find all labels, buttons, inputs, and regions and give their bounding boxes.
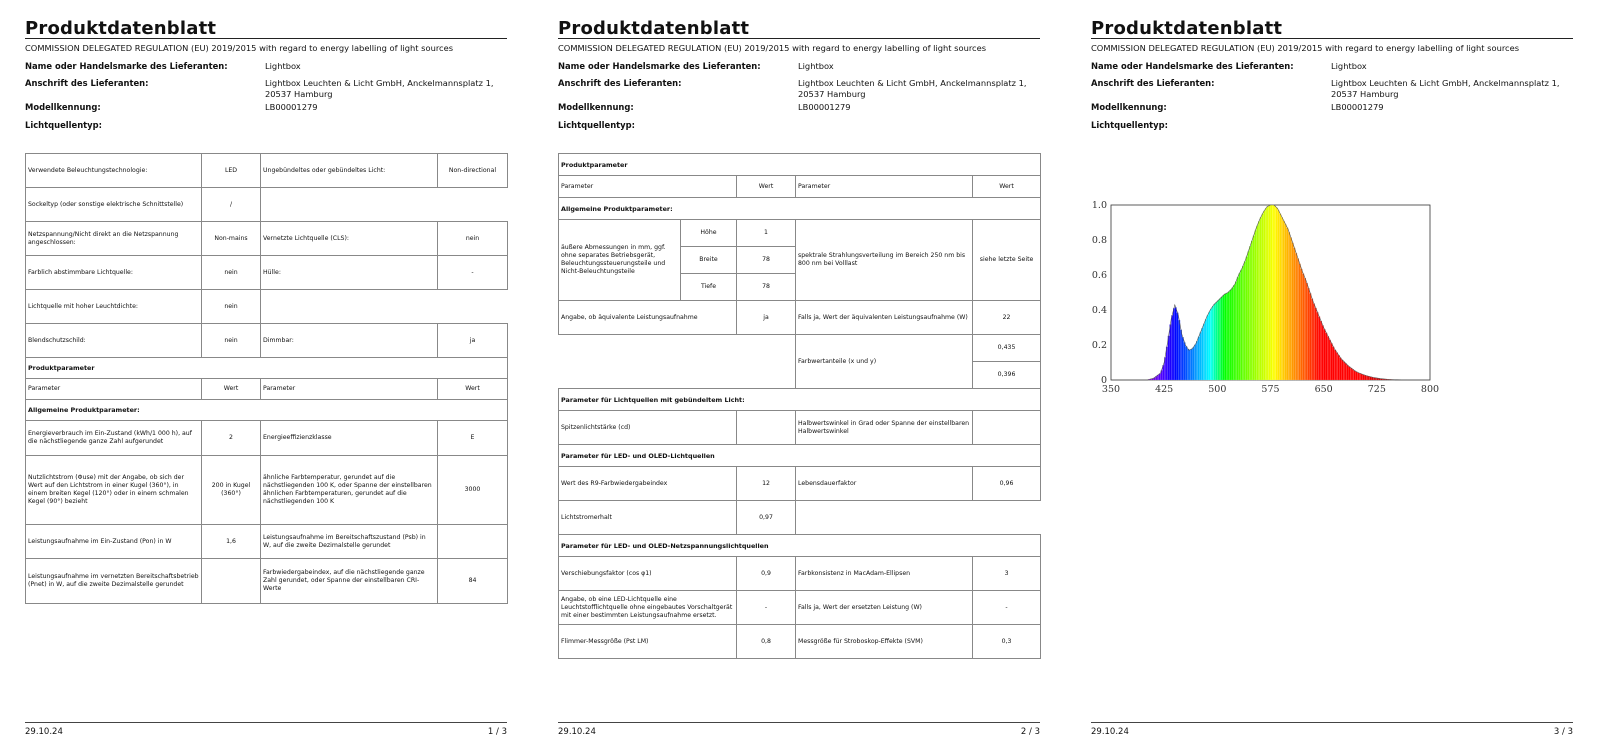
spectrum-bar [1343, 362, 1345, 380]
supplier-label: Name oder Handelsmarke des Lieferanten: [25, 61, 228, 71]
cell-value [202, 559, 261, 604]
spectrum-bar [1363, 375, 1365, 380]
cell-value: - [737, 591, 796, 625]
spectrum-bar [1299, 264, 1301, 380]
spectrum-bar [1180, 330, 1182, 380]
section-heading: Parameter für Lichtquellen mit gebündeltem Licht: [559, 389, 1041, 411]
table-row [26, 421, 508, 456]
cell-label: Lichtstromerhalt [559, 501, 737, 535]
spectrum-bar [1233, 285, 1235, 380]
spectrum-bar [1212, 306, 1214, 380]
spectrum-bar [1274, 206, 1276, 380]
y-tick-label: 0.6 [1091, 270, 1107, 281]
spectrum-bar [1230, 290, 1232, 380]
spectrum-bar [1325, 333, 1327, 380]
spectrum-bar [1216, 302, 1218, 380]
spectrum-bar [1217, 300, 1219, 380]
spectrum-bar [1347, 365, 1349, 380]
cell-label: Falls ja, Wert der ersetzten Leistung (W) [796, 591, 973, 625]
spectrum-bar [1228, 292, 1230, 380]
title-rule [25, 38, 507, 39]
cell-label: Halbwertswinkel in Grad oder Spanne der einstellbaren Halbwertswinkel [796, 411, 973, 445]
model-value: LB00001279 [798, 102, 851, 112]
spectrum-bar [1255, 230, 1257, 380]
address-value: Lightbox Leuchten & Licht GmbH, Anckelmannsplatz 1, 20537 Hamburg [265, 78, 494, 99]
address-label: Anschrift des Lieferanten: [558, 78, 682, 88]
section-heading: Produktparameter [26, 358, 508, 379]
spectrum-bar [1182, 337, 1184, 380]
spectrum-bar [1357, 373, 1359, 380]
cell-label: Flimmer-Messgröße (Pst LM) [559, 625, 737, 659]
spectrum-bar [1295, 253, 1297, 380]
cell-label: Vernetzte Lichtquelle (CLS): [261, 222, 438, 256]
section-row [559, 389, 1041, 411]
spectrum-bar [1184, 342, 1186, 380]
spectrum-bar [1171, 315, 1173, 380]
spectrum-bar [1309, 293, 1311, 380]
column-header: Wert [438, 379, 508, 400]
supplier-value: Lightbox [798, 61, 834, 71]
x-tick-label: 575 [1261, 384, 1280, 395]
section-heading: Allgemeine Produktparameter: [26, 400, 508, 421]
spectrum-bar [1334, 350, 1336, 380]
spectrum-bar [1267, 206, 1269, 380]
section-heading: Parameter für LED- und OLED-Lichtquellen [559, 445, 1041, 467]
cell-empty [796, 501, 1041, 535]
section-heading: Produktparameter [559, 154, 1041, 176]
spectrum-bar [1292, 243, 1294, 380]
spectrum-bar [1208, 312, 1210, 380]
table-row [26, 154, 508, 188]
spectrum-bar [1348, 367, 1350, 380]
cell-value: 12 [737, 467, 796, 501]
spectral-distribution-chart [1091, 195, 1451, 405]
spectrum-bar [1340, 358, 1342, 380]
cell-label: Wert des R9-Farbwiedergabeindex [559, 467, 737, 501]
y-tick-label: 1.0 [1091, 200, 1107, 211]
y-tick-label: 0.4 [1091, 305, 1107, 316]
cell-value: 0,8 [737, 625, 796, 659]
cell-label: Farblich abstimmbare Lichtquelle: [26, 256, 202, 290]
type-label: Lichtquellentyp: [558, 120, 635, 130]
cell-label: Farbwertanteile (x und y) [796, 335, 973, 389]
page-title: Produktdatenblatt [1091, 18, 1283, 39]
cell-value: nein [202, 324, 261, 358]
spectrum-bar [1286, 228, 1288, 380]
page-title: Produktdatenblatt [558, 18, 750, 39]
spectrum-bar [1301, 269, 1303, 380]
y-tick-label: 0 [1100, 375, 1107, 386]
spectrum-bar [1315, 308, 1317, 380]
spectrum-bar [1187, 349, 1189, 380]
column-header: Wert [202, 379, 261, 400]
cell-value: Non-directional [438, 154, 508, 188]
spectrum-bar [1354, 371, 1356, 380]
section-row [559, 198, 1041, 220]
spectrum-bar [1329, 340, 1331, 380]
spectrum-bar [1247, 251, 1249, 380]
spectrum-bar [1281, 217, 1283, 380]
spectrum-bar [1249, 246, 1251, 380]
page-2 [558, 0, 1040, 755]
cell-value: nein [202, 256, 261, 290]
cell-value: 1 [737, 220, 796, 247]
section-heading: Parameter für LED- und OLED-Netzspannungslichtquellen [559, 535, 1041, 557]
section-row [26, 400, 508, 421]
page-1 [25, 0, 507, 755]
cell-value: Non-mains [202, 222, 261, 256]
section-row [559, 535, 1041, 557]
column-header: Parameter [796, 176, 973, 198]
cell-value: nein [438, 222, 508, 256]
column-header: Parameter [26, 379, 202, 400]
address-value: Lightbox Leuchten & Licht GmbH, Anckelmannsplatz 1, 20537 Hamburg [1331, 78, 1560, 99]
spectrum-bar [1324, 329, 1326, 380]
spectrum-bar [1331, 343, 1333, 380]
table-row [559, 301, 1041, 335]
page-3 [1091, 0, 1573, 755]
cell-value: 3000 [438, 456, 508, 525]
x-tick-label: 425 [1155, 384, 1174, 395]
cell-label: spektrale Strahlungsverteilung im Bereich 250 nm bis 800 nm bei Volllast [796, 220, 973, 301]
cell-label: Leistungsaufnahme im vernetzten Bereitschaftsbetrieb (Pnet) in W, auf die zweite Dezimalstelle gerundet [26, 559, 202, 604]
cell-label: Messgröße für Stroboskop-Effekte (SVM) [796, 625, 973, 659]
cell-label: Farbwiedergabeindex, auf die nächstliegende ganze Zahl gerundet, oder Spanne der einstellbaren CRI-Werte [261, 559, 438, 604]
model-value: LB00001279 [1331, 102, 1384, 112]
cell-value: siehe letzte Seite [973, 220, 1041, 301]
spectrum-bar [1244, 261, 1246, 380]
spectrum-bar [1168, 336, 1170, 380]
spectrum-bar [1317, 312, 1319, 380]
cell-value: 0,435 [973, 335, 1041, 362]
page-number: 1 / 3 [487, 727, 507, 737]
spectrum-bar [1221, 297, 1223, 380]
table-row [559, 335, 1041, 362]
y-tick-label: 0.2 [1091, 340, 1107, 351]
spectrum-bar [1320, 321, 1322, 380]
cell-label: ähnliche Farbtemperatur, gerundet auf die nächstliegenden 100 K, oder Spanne der einstellbaren ähnlichen Farbtemperaturen, gerundet auf die nächstliegenden 100 K [261, 456, 438, 525]
spectrum-bar [1359, 373, 1361, 380]
cell-label: Lebensdauerfaktor [796, 467, 973, 501]
spectrum-bar [1253, 236, 1255, 380]
spectrum-bar [1205, 319, 1207, 380]
section-row [559, 154, 1041, 176]
model-value: LB00001279 [265, 102, 318, 112]
cell-value: - [973, 591, 1041, 625]
spectrum-bar [1263, 211, 1265, 380]
cell-label: Leistungsaufnahme im Bereitschaftszustand (Psb) in W, auf die zweite Dezimalstelle gerundet [261, 525, 438, 559]
spectrum-bar [1178, 320, 1180, 380]
spectrum-bar [1366, 376, 1368, 380]
cell-sublabel: Tiefe [681, 274, 737, 301]
table-row [26, 188, 508, 222]
cell-value: 84 [438, 559, 508, 604]
footer-rule [558, 722, 1040, 723]
section-heading: Allgemeine Produktparameter: [559, 198, 1041, 220]
x-tick-label: 500 [1208, 384, 1227, 395]
spectrum-bar [1177, 313, 1179, 380]
spectrum-bar [1341, 360, 1343, 380]
column-header: Parameter [559, 176, 737, 198]
supplier-value: Lightbox [265, 61, 301, 71]
cell-label: Energieverbrauch im Ein-Zustand (kWh/1 000 h), auf die nächstliegende ganze Zahl aufgerundet [26, 421, 202, 456]
spectrum-bar [1169, 324, 1171, 380]
cell-label: Verschiebungsfaktor (cos φ1) [559, 557, 737, 591]
spectrum-bar [1175, 307, 1177, 380]
spectrum-bar [1193, 347, 1195, 380]
spectrum-bar [1239, 273, 1241, 380]
column-header: Wert [973, 176, 1041, 198]
type-label: Lichtquellentyp: [1091, 120, 1168, 130]
cell-value: 0,396 [973, 362, 1041, 389]
cell-value: 0,9 [737, 557, 796, 591]
cell-label: Nutzlichtstrom (Φuse) mit der Angabe, ob sich der Wert auf den Lichtstrom in einer Kugel (360°), in einem breiten Kegel (120°) oder in einem schmalen Kegel (90°) bezieht [26, 456, 202, 525]
cell-label: Leistungsaufnahme im Ein-Zustand (Pon) in W [26, 525, 202, 559]
cell-label: Dimmbar: [261, 324, 438, 358]
address-value: Lightbox Leuchten & Licht GmbH, Anckelmannsplatz 1, 20537 Hamburg [798, 78, 1027, 99]
column-header: Wert [737, 176, 796, 198]
spectrum-bar [1232, 288, 1234, 380]
header-row [26, 379, 508, 400]
model-label: Modellkennung: [25, 102, 101, 112]
spectrum-bar [1276, 208, 1278, 380]
table-row [26, 324, 508, 358]
spectrum-bar [1356, 372, 1358, 380]
regulation-subtitle: COMMISSION DELEGATED REGULATION (EU) 2019/2015 with regard to energy labelling of light sources [1091, 43, 1520, 53]
cell-label: Sockeltyp (oder sonstige elektrische Schnittstelle) [26, 188, 202, 222]
spectrum-bar [1279, 214, 1281, 380]
footer-date: 29.10.24 [25, 727, 63, 737]
regulation-subtitle: COMMISSION DELEGATED REGULATION (EU) 2019/2015 with regard to energy labelling of light sources [558, 43, 987, 53]
spectrum-bar [1189, 350, 1191, 380]
section-row [26, 358, 508, 379]
spectrum-bar [1203, 324, 1205, 380]
model-label: Modellkennung: [1091, 102, 1167, 112]
footer-date: 29.10.24 [558, 727, 596, 737]
spectrum-bar [1283, 221, 1285, 380]
spectrum-bar [1278, 210, 1280, 380]
spectrum-bar [1345, 363, 1347, 380]
spectrum-bar [1364, 375, 1366, 380]
product-table-page1 [25, 153, 508, 604]
spectrum-bar [1297, 258, 1299, 380]
cell-value [973, 411, 1041, 445]
spectrum-bar [1306, 283, 1308, 380]
cell-label: Angabe, ob eine LED-Lichtquelle eine Leuchtstofflichtquelle ohne eingebautes Vorschaltgerät mit einer bestimmten Leistungsaufnahme ersetzt. [559, 591, 737, 625]
supplier-label: Name oder Handelsmarke des Lieferanten: [558, 61, 761, 71]
table-row [26, 559, 508, 604]
spectrum-bar [1311, 299, 1313, 380]
spectrum-bar [1185, 346, 1187, 380]
spectrum-bar [1336, 352, 1338, 380]
table-row [559, 591, 1041, 625]
spectrum-bar [1200, 332, 1202, 380]
cell-empty [559, 335, 796, 389]
spectrum-bar [1258, 221, 1260, 380]
supplier-label: Name oder Handelsmarke des Lieferanten: [1091, 61, 1294, 71]
spectrum-bar [1226, 293, 1228, 380]
regulation-subtitle: COMMISSION DELEGATED REGULATION (EU) 2019/2015 with regard to energy labelling of light sources [25, 43, 454, 53]
spectrum-bar [1159, 374, 1161, 380]
cell-value: ja [737, 301, 796, 335]
spectrum-bar [1240, 270, 1242, 380]
cell-value: 200 in Kugel (360°) [202, 456, 261, 525]
cell-value: LED [202, 154, 261, 188]
table-row [559, 557, 1041, 591]
spectrum-bar [1223, 295, 1225, 380]
spectrum-bar [1288, 232, 1290, 380]
spectrum-bar [1242, 266, 1244, 380]
spectrum-bar [1361, 374, 1363, 380]
page-number: 3 / 3 [1553, 727, 1573, 737]
cell-value [737, 411, 796, 445]
cell-label: Energieeffizienzklasse [261, 421, 438, 456]
table-row [26, 222, 508, 256]
cell-label: Angabe, ob äquivalente Leistungsaufnahme [559, 301, 737, 335]
cell-label: äußere Abmessungen in mm, ggf. ohne separates Betriebsgerät, Beleuchtungssteuerungsteile und Nicht-Beleuchtungsteile [559, 220, 681, 301]
table-row [559, 411, 1041, 445]
spectrum-bar [1338, 355, 1340, 380]
table-row [26, 256, 508, 290]
spectrum-bar [1198, 337, 1200, 380]
address-label: Anschrift des Lieferanten: [25, 78, 149, 88]
spectrum-bar [1352, 369, 1354, 380]
spectrum-bar [1246, 257, 1248, 380]
cell-value [438, 525, 508, 559]
cell-value: / [202, 188, 261, 222]
spectrum-bar [1251, 241, 1253, 380]
table-row [26, 525, 508, 559]
cell-sublabel: Höhe [681, 220, 737, 247]
spectrum-bar [1333, 347, 1335, 380]
spectrum-bar [1304, 278, 1306, 380]
spectrum-bar [1313, 303, 1315, 380]
x-tick-label: 650 [1314, 384, 1333, 395]
x-tick-label: 800 [1420, 384, 1440, 395]
y-tick-label: 0.8 [1091, 235, 1107, 246]
spectrum-bar [1370, 377, 1372, 380]
spectrum-bar [1194, 345, 1196, 380]
spectrum-bar [1350, 368, 1352, 380]
spectrum-bar [1269, 205, 1271, 380]
cell-label: Spitzenlichtstärke (cd) [559, 411, 737, 445]
cell-value: ja [438, 324, 508, 358]
footer-rule [1091, 722, 1573, 723]
spectrum-bar [1322, 325, 1324, 380]
page-title: Produktdatenblatt [25, 18, 217, 39]
cell-label: Farbkonsistenz in MacAdam-Ellipsen [796, 557, 973, 591]
cell-value: - [438, 256, 508, 290]
column-header: Parameter [261, 379, 438, 400]
type-label: Lichtquellentyp: [25, 120, 102, 130]
footer-rule [25, 722, 507, 723]
spectrum-bar [1318, 317, 1320, 380]
spectrum-bar [1308, 288, 1310, 380]
spectrum-bar [1290, 237, 1292, 380]
cell-label: Ungebündeltes oder gebündeltes Licht: [261, 154, 438, 188]
cell-value: nein [202, 290, 261, 324]
table-row [26, 456, 508, 525]
cell-label: Netzspannung/Nicht direkt an die Netzspannung angeschlossen: [26, 222, 202, 256]
cell-empty [261, 188, 508, 222]
spectrum-bar [1210, 309, 1212, 380]
cell-value: 22 [973, 301, 1041, 335]
spectrum-bar [1173, 308, 1175, 380]
page-number: 2 / 3 [1020, 727, 1040, 737]
table-row [559, 220, 1041, 247]
cell-label: Hülle: [261, 256, 438, 290]
table-row [26, 290, 508, 324]
cell-value: 2 [202, 421, 261, 456]
supplier-value: Lightbox [1331, 61, 1367, 71]
cell-label: Falls ja, Wert der äquivalenten Leistungsaufnahme (W) [796, 301, 973, 335]
spectrum-bar [1191, 349, 1193, 380]
address-label: Anschrift des Lieferanten: [1091, 78, 1215, 88]
table-row [559, 625, 1041, 659]
cell-value: 78 [737, 274, 796, 301]
spectrum-bar [1272, 205, 1274, 380]
cell-label: Blendschutzschild: [26, 324, 202, 358]
model-label: Modellkennung: [558, 102, 634, 112]
cell-value: 1,6 [202, 525, 261, 559]
spectrum-bar [1260, 217, 1262, 380]
cell-empty [261, 290, 508, 324]
product-table-page2 [558, 153, 1041, 659]
spectrum-bar [1196, 341, 1198, 380]
x-tick-label: 350 [1101, 384, 1121, 395]
title-rule [1091, 38, 1573, 39]
cell-sublabel: Breite [681, 247, 737, 274]
title-rule [558, 38, 1040, 39]
spectrum-bar [1214, 304, 1216, 380]
table-row [559, 501, 1041, 535]
section-row [559, 445, 1041, 467]
spectrum-bar [1201, 328, 1203, 380]
cell-value: 0,97 [737, 501, 796, 535]
header-row [559, 176, 1041, 198]
cell-value: 0,3 [973, 625, 1041, 659]
cell-value: 0,96 [973, 467, 1041, 501]
spectrum-bar [1302, 274, 1304, 380]
spectrum-bar [1262, 214, 1264, 380]
cell-label: Lichtquelle mit hoher Leuchtdichte: [26, 290, 202, 324]
spectrum-bar [1237, 277, 1239, 380]
spectrum-bar [1271, 205, 1273, 380]
spectrum-bar [1235, 282, 1237, 380]
spectrum-bar [1219, 299, 1221, 380]
spectrum-bar [1368, 376, 1370, 380]
spectrum-bar [1294, 248, 1296, 380]
footer-date: 29.10.24 [1091, 727, 1129, 737]
table-row [559, 467, 1041, 501]
cell-label: Verwendete Beleuchtungstechnologie: [26, 154, 202, 188]
cell-value: 3 [973, 557, 1041, 591]
spectrum-bar [1256, 226, 1258, 380]
x-tick-label: 725 [1367, 384, 1386, 395]
spectrum-bar [1207, 315, 1209, 380]
cell-value: 78 [737, 247, 796, 274]
spectrum-bar [1224, 294, 1226, 380]
cell-value: E [438, 421, 508, 456]
spectrum-bar [1265, 208, 1267, 380]
spectrum-bar [1327, 336, 1329, 380]
spectrum-bar [1285, 224, 1287, 380]
